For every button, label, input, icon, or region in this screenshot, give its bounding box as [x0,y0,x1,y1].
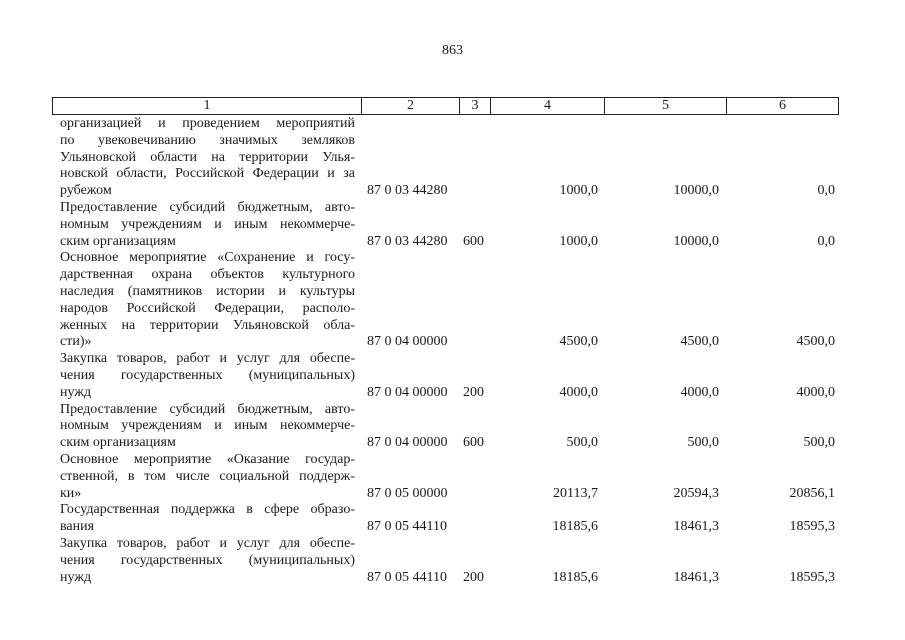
row-value-col4: 18185,6 [552,519,598,535]
row-name-line: Закупка товаров, работ и услуг для обеспе- [60,535,355,551]
row-value-col5: 18461,3 [673,569,719,585]
row-name-line: Предоставление субсидий бюджетным, авто- [60,199,355,215]
row-name [60,351,355,401]
row-value-col5: 18461,3 [673,519,719,535]
row-code: 87 0 05 44110 [367,519,447,535]
row-name-line: женных на территории Ульяновской обла- [60,317,355,333]
column-header-5: 5 [605,98,727,114]
row-name-line: сти)» [60,334,92,350]
row-name-line: новской области, Российской Федерации и за [60,166,355,182]
row-value-col4: 18185,6 [552,569,598,585]
row-name-line: рубежом [60,183,112,199]
row-value-col6: 0,0 [817,233,835,249]
table-row [0,536,905,586]
row-name [60,116,355,200]
column-header-2: 2 [362,98,460,114]
row-name [60,200,355,250]
table-row [0,200,905,250]
row-name-line: Ульяновской области на территории Улья- [60,149,355,165]
row-name-line: нужд [60,569,92,585]
row-code: 87 0 05 44110 [367,569,447,585]
row-value-col6: 500,0 [803,435,835,451]
row-value-col4: 500,0 [566,435,598,451]
row-expense-type: 600 [463,435,484,451]
row-name-line: ки» [60,485,82,501]
table-row [0,402,905,452]
row-name-line: ским организациям [60,435,176,451]
row-code: 87 0 04 00000 [367,334,448,350]
row-name-line: дарственная охрана объектов культурного [60,267,355,283]
row-expense-type: 200 [463,384,484,400]
row-name [60,402,355,452]
row-value-col6: 18595,3 [789,519,835,535]
row-name-line: ственной, в том числе социальной поддерж- [60,468,355,484]
column-header-1: 1 [53,98,362,114]
row-value-col6: 4000,0 [796,384,835,400]
row-value-col6: 0,0 [817,183,835,199]
row-name-line: по увековечиванию значимых земляков [60,132,355,148]
row-name-line: чения государственных (муниципальных) [60,367,355,383]
row-name [60,502,355,536]
row-code: 87 0 04 00000 [367,384,448,400]
row-name-line: номным учреждениям и иным некоммерче- [60,216,355,232]
row-expense-type: 600 [463,233,484,249]
row-name-line: народов Российской Федерации, располо- [60,300,355,316]
row-value-col5: 4000,0 [680,384,719,400]
row-value-col5: 4500,0 [680,334,719,350]
table-row [0,452,905,502]
table-body [0,116,905,586]
row-name [60,536,355,586]
row-value-col4: 1000,0 [559,233,598,249]
row-value-col6: 20856,1 [789,485,835,501]
row-name [60,250,355,351]
row-name-line: нужд [60,384,92,400]
column-header-3: 3 [460,98,491,114]
page-number: 863 [442,43,463,58]
row-code: 87 0 03 44280 [367,183,448,199]
table-row [0,351,905,401]
column-header-4: 4 [491,98,605,114]
row-value-col4: 4500,0 [559,334,598,350]
row-value-col6: 18595,3 [789,569,835,585]
row-value-col5: 20594,3 [673,485,719,501]
row-name-line: вания [60,519,95,535]
row-name-line: организацией и проведением мероприятий [60,116,355,131]
row-code: 87 0 05 00000 [367,485,448,501]
row-name-line: Государственная поддержка в сфере образо- [60,502,355,518]
table-header-row [52,97,839,115]
row-name-line: Предоставление субсидий бюджетным, авто- [60,401,355,417]
row-value-col6: 4500,0 [796,334,835,350]
row-value-col5: 500,0 [687,435,719,451]
row-name-line: Основное мероприятие «Оказание государ- [60,451,355,467]
row-code: 87 0 03 44280 [367,233,448,249]
row-value-col5: 10000,0 [673,233,719,249]
row-name-line: номным учреждениям и иным некоммерче- [60,418,355,434]
row-expense-type: 200 [463,569,484,585]
row-code: 87 0 04 00000 [367,435,448,451]
row-name [60,452,355,502]
row-name-line: ским организациям [60,233,176,249]
row-name-line: наследия (памятников истории и культуры [60,283,355,299]
row-value-col5: 10000,0 [673,183,719,199]
row-name-line: Закупка товаров, работ и услуг для обеспе- [60,351,355,367]
table-row [0,502,905,536]
row-name-line: Основное мероприятие «Сохранение и госу- [60,250,355,266]
row-value-col4: 20113,7 [553,485,598,501]
table-row [0,116,905,200]
row-value-col4: 4000,0 [559,384,598,400]
row-name-line: чения государственных (муниципальных) [60,552,355,568]
row-value-col4: 1000,0 [559,183,598,199]
column-header-6: 6 [779,98,786,113]
table-row [0,250,905,351]
